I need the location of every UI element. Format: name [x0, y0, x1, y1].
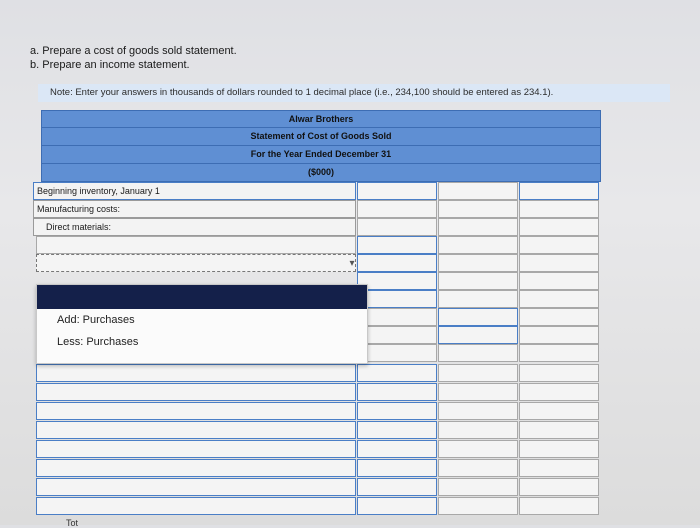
amount-input[interactable]: [357, 478, 437, 496]
row-label-manufacturing-costs: Manufacturing costs:: [33, 200, 356, 218]
dropdown-option-blank[interactable]: [37, 285, 367, 309]
statement-title: Statement of Cost of Goods Sold: [250, 131, 392, 141]
blank-cell: [357, 308, 437, 326]
line-label-select[interactable]: [36, 497, 356, 515]
line-label-select[interactable]: [36, 421, 356, 439]
line-label-select[interactable]: [36, 402, 356, 420]
blank-cell: [519, 478, 599, 496]
blank-cell: [438, 459, 518, 477]
chevron-down-icon[interactable]: ▾: [349, 258, 355, 269]
blank-cell: [519, 272, 599, 290]
blank-cell: [519, 218, 599, 236]
instruction-a: a. Prepare a cost of goods sold statement.: [30, 45, 237, 57]
blank-cell: [519, 402, 599, 420]
statement-header: [41, 110, 601, 182]
amount-input[interactable]: [357, 383, 437, 401]
blank-cell: [438, 478, 518, 496]
instructions: [30, 44, 237, 72]
input-beginning-inventory[interactable]: [357, 182, 437, 200]
blank-cell: [519, 200, 599, 218]
amount-input[interactable]: [357, 497, 437, 515]
line-label-select[interactable]: [36, 440, 356, 458]
blank-cell: [357, 218, 437, 236]
line-label-select[interactable]: [36, 459, 356, 477]
blank-cell: [438, 402, 518, 420]
subtotal-input[interactable]: [438, 326, 518, 344]
instruction-b: b. Prepare an income statement.: [30, 59, 190, 71]
blank-cell: [519, 344, 599, 362]
line-label-select[interactable]: [36, 383, 356, 401]
amount-input[interactable]: [357, 402, 437, 420]
blank-cell: [519, 236, 599, 254]
amount-input[interactable]: [357, 236, 437, 254]
blank-cell: [357, 344, 437, 362]
blank-cell: [438, 497, 518, 515]
blank-cell: [519, 383, 599, 401]
blank-cell: [519, 308, 599, 326]
statement-period: For the Year Ended December 31: [250, 149, 392, 159]
blank-cell: [519, 421, 599, 439]
blank-cell: [36, 236, 356, 254]
amount-input[interactable]: [357, 459, 437, 477]
blank-cell: [357, 200, 437, 218]
input-beginning-inventory-total[interactable]: [519, 182, 599, 200]
statement-units: ($000): [307, 167, 334, 177]
amount-input[interactable]: [357, 364, 437, 382]
amount-input[interactable]: [357, 272, 437, 290]
blank-cell: [438, 290, 518, 308]
blank-cell: [357, 326, 437, 344]
dropdown-option-less-purchases[interactable]: Less: Purchases: [57, 336, 139, 348]
blank-cell: [519, 290, 599, 308]
blank-cell: [438, 182, 518, 200]
blank-cell: [519, 364, 599, 382]
blank-cell: [519, 459, 599, 477]
blank-cell: [519, 440, 599, 458]
blank-cell: [438, 364, 518, 382]
blank-cell: [519, 254, 599, 272]
blank-cell: [438, 383, 518, 401]
row-label-beginning-inventory: Beginning inventory, January 1: [33, 182, 356, 200]
blank-cell: [438, 421, 518, 439]
blank-cell: [438, 272, 518, 290]
blank-cell: [438, 218, 518, 236]
blank-cell: [438, 200, 518, 218]
total-label-partial: Tot: [66, 518, 79, 528]
direct-materials-line-select[interactable]: [36, 254, 356, 272]
blank-cell: [438, 254, 518, 272]
line-item-dropdown[interactable]: [36, 284, 368, 364]
amount-input[interactable]: [357, 254, 437, 272]
blank-cell: [438, 236, 518, 254]
blank-cell: [519, 497, 599, 515]
line-label-select[interactable]: [36, 478, 356, 496]
amount-input[interactable]: [357, 290, 437, 308]
dropdown-option-add-purchases[interactable]: Add: Purchases: [57, 314, 135, 326]
blank-cell: [438, 344, 518, 362]
blank-cell: [519, 326, 599, 344]
note-banner: Note: Enter your answers in thousands of dollars rounded to 1 decimal place (i.e., 234,100 should be entered as 234.1).: [38, 84, 670, 102]
row-label-direct-materials: Direct materials:: [33, 218, 356, 236]
line-label-select[interactable]: [36, 364, 356, 382]
blank-cell: [438, 440, 518, 458]
amount-input[interactable]: [357, 440, 437, 458]
amount-input[interactable]: [357, 421, 437, 439]
company-name: Alwar Brothers: [288, 114, 354, 124]
subtotal-input[interactable]: [438, 308, 518, 326]
